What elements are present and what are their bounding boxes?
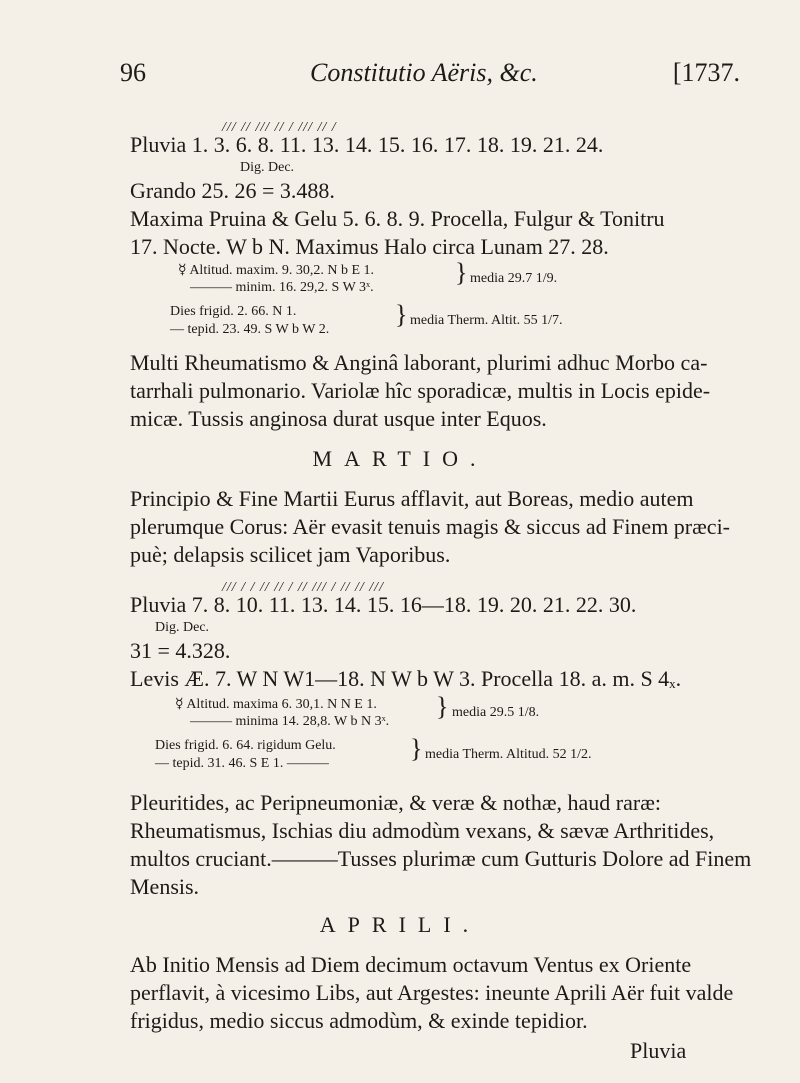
feb-alt-media: media 29.7 1/9. [470, 271, 558, 286]
martio-levis: Levis Æ. 7. W N W1—18. N W b W 3. Procella 18. a. m. S 4ₓ. [130, 666, 682, 691]
feb-pluvia: Pluvia 1. 3. 6. 8. 11. 13. 14. 15. 16. 17. 18. 19. 21. 24. [130, 132, 604, 157]
martio-pl-1: Pleuritides, ac Peripneumoniæ, & veræ & nothæ, haud raræ: [130, 790, 661, 815]
feb-grando: Grando 25. 26 = 3.488. [130, 178, 335, 203]
feb-dig: Dig. Dec. [240, 160, 295, 175]
rain-marks: /// // /// // / /// // / [222, 120, 337, 135]
feb-multi-1: Multi Rheumatismo & Anginâ laborant, plurimi adhuc Morbo ca- [130, 350, 708, 375]
feb-alt-max: ☿ Altitud. maxim. 9. 30,2. N b E 1. [178, 263, 375, 278]
martio-dies-tepid: — tepid. 31. 46. S E 1. ——— [155, 756, 329, 771]
rain-marks: /// / / // // / // /// / // // /// [222, 580, 384, 595]
brace: } [455, 258, 468, 287]
martio-dig: Dig. Dec. [155, 620, 210, 635]
martio-pluvia: Pluvia 7. 8. 10. 11. 13. 14. 15. 16—18. 19. 20. 21. 22. 30. [130, 592, 637, 617]
running-year: [1737. [672, 58, 740, 87]
martio-pl-4: Mensis. [130, 874, 200, 899]
martio-p3: puè; delapsis scilicet jam Vaporibus. [130, 542, 451, 567]
martio-alt-min: ——— minima 14. 28,8. W b N 3ˣ. [190, 714, 390, 729]
section-martio: MARTIO. [312, 446, 488, 471]
feb-maxima-2: 17. Nocte. W b N. Maximus Halo circa Lunam 27. 28. [130, 234, 609, 259]
martio-val: 31 = 4.328. [130, 638, 231, 663]
feb-maxima-1: Maxima Pruina & Gelu 5. 6. 8. 9. Procella, Fulgur & Tonitru [130, 206, 665, 231]
feb-multi-2: tarrhali pulmonario. Variolæ hîc sporadicæ, multis in Locis epide- [130, 378, 711, 403]
feb-therm-media: media Therm. Altit. 55 1/7. [410, 313, 563, 328]
martio-p2: plerumque Corus: Aër evasit tenuis magis & siccus ad Finem præci- [130, 514, 731, 539]
aprili-p3: frigidus, medio siccus admodùm, & exinde tepidior. [130, 1008, 588, 1033]
feb-dies-frigid: Dies frigid. 2. 66. N 1. [170, 304, 297, 319]
martio-pl-2: Rheumatismus, Ischias diu admodùm vexans, & sævæ Arthritides, [130, 818, 715, 843]
catchword: Pluvia [630, 1038, 687, 1063]
martio-therm-media: media Therm. Altitud. 52 1/2. [425, 747, 592, 762]
running-title: Constitutio Aëris, &c. [310, 58, 538, 87]
aprili-p1: Ab Initio Mensis ad Diem decimum octavum Ventus ex Oriente [130, 952, 692, 977]
feb-dies-tepid: — tepid. 23. 49. S W b W 2. [170, 322, 330, 337]
martio-pl-3: multos cruciant.———Tusses plurimæ cum Gutturis Dolore ad Finem [130, 846, 752, 871]
martio-p1: Principio & Fine Martii Eurus afflavit, aut Boreas, medio autem [130, 486, 694, 511]
brace: } [395, 300, 408, 329]
brace: } [410, 734, 423, 763]
feb-alt-min: ——— minim. 16. 29,2. S W 3ˣ. [190, 280, 374, 295]
martio-alt-media: media 29.5 1/8. [452, 705, 540, 720]
martio-dies-frigid: Dies frigid. 6. 64. rigidum Gelu. [155, 738, 336, 753]
page-header [120, 58, 740, 98]
feb-multi-3: micæ. Tussis anginosa durat usque inter Equos. [130, 406, 547, 431]
brace: } [436, 692, 449, 721]
martio-alt-max: ☿ Altitud. maxima 6. 30,1. N N E 1. [175, 697, 377, 712]
section-aprili: APRILI. [319, 912, 481, 937]
aprili-p2: perflavit, à vicesimo Libs, aut Argestes: ineunte Aprili Aër fuit valde [130, 980, 734, 1005]
page-number: 96 [120, 58, 146, 87]
